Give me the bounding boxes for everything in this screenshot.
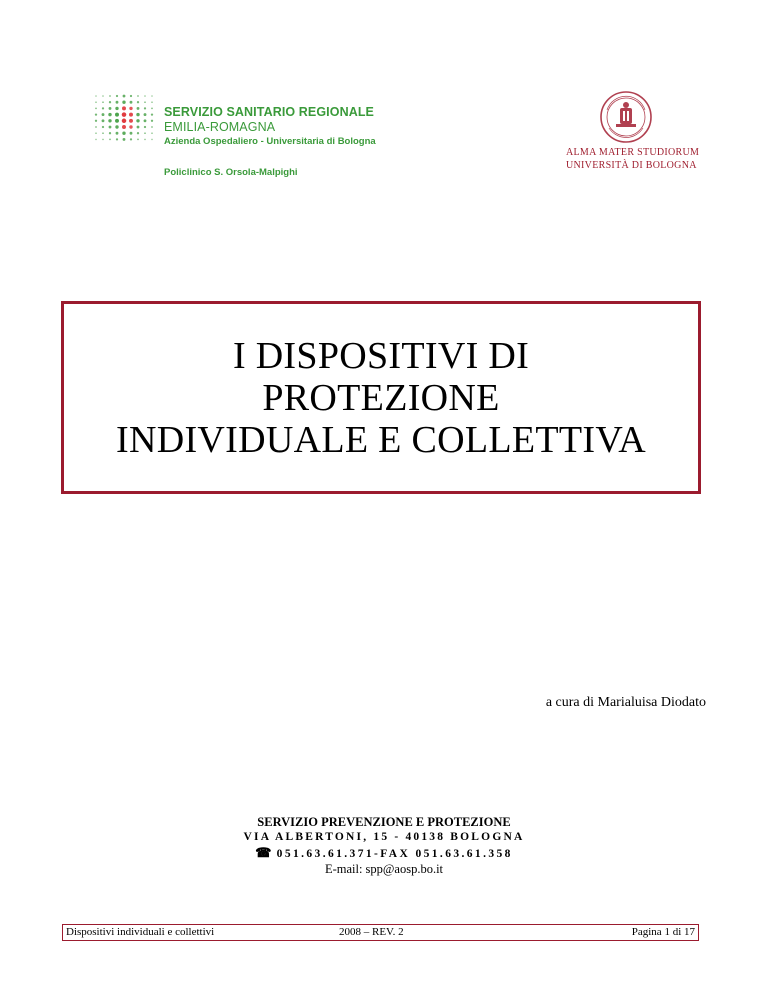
title-line-3: INDIVIDUALE E COLLETTIVA: [116, 418, 646, 461]
email: E-mail: spp@aosp.bo.it: [324, 862, 444, 876]
phone-fax-text: 051.63.61.371-FAX 051.63.61.358: [276, 848, 513, 860]
footer-document-name: Dispositivi individuali e collettivi: [66, 926, 215, 938]
title-line-1: I DISPOSITIVI DI: [232, 334, 530, 377]
alma-mater-line2: UNIVERSITÀ DI BOLOGNA: [566, 160, 697, 171]
title-box: [61, 301, 701, 494]
address: VIA ALBERTONI, 15 - 40138 BOLOGNA: [243, 831, 525, 843]
footer-revision: 2008 – REV. 2: [339, 926, 404, 938]
phone-fax: [0, 845, 768, 862]
ssr-logo-line4: Policlinico S. Orsola-Malpighi: [164, 167, 298, 178]
title-line-2: PROTEZIONE: [262, 376, 500, 419]
ssr-logo-line3: Azienda Ospedaliero - Universitaria di Bologna: [164, 136, 376, 147]
contacts-block: [0, 815, 768, 877]
dot-grid-logo-icon: [92, 92, 156, 144]
university-seal-icon: [599, 90, 653, 144]
alma-mater-text: [566, 146, 706, 172]
ssr-logo-line1: SERVIZIO SANITARIO REGIONALE: [164, 105, 374, 119]
telephone-icon: ☎: [255, 845, 272, 860]
ssr-logo-line2: EMILIA-ROMAGNA: [164, 120, 276, 134]
author-credit: a cura di Marialuisa Diodato: [545, 695, 706, 710]
page-footer: [62, 924, 699, 941]
ssr-logo-text: [164, 105, 376, 179]
service-name: SERVIZIO PREVENZIONE E PROTEZIONE: [257, 815, 511, 829]
alma-mater-logo: [566, 90, 706, 180]
alma-mater-line1: ALMA MATER STUDIORUM: [566, 147, 700, 158]
footer-page-number: Pagina 1 di 17: [631, 926, 695, 938]
ssr-logo: [92, 92, 432, 184]
